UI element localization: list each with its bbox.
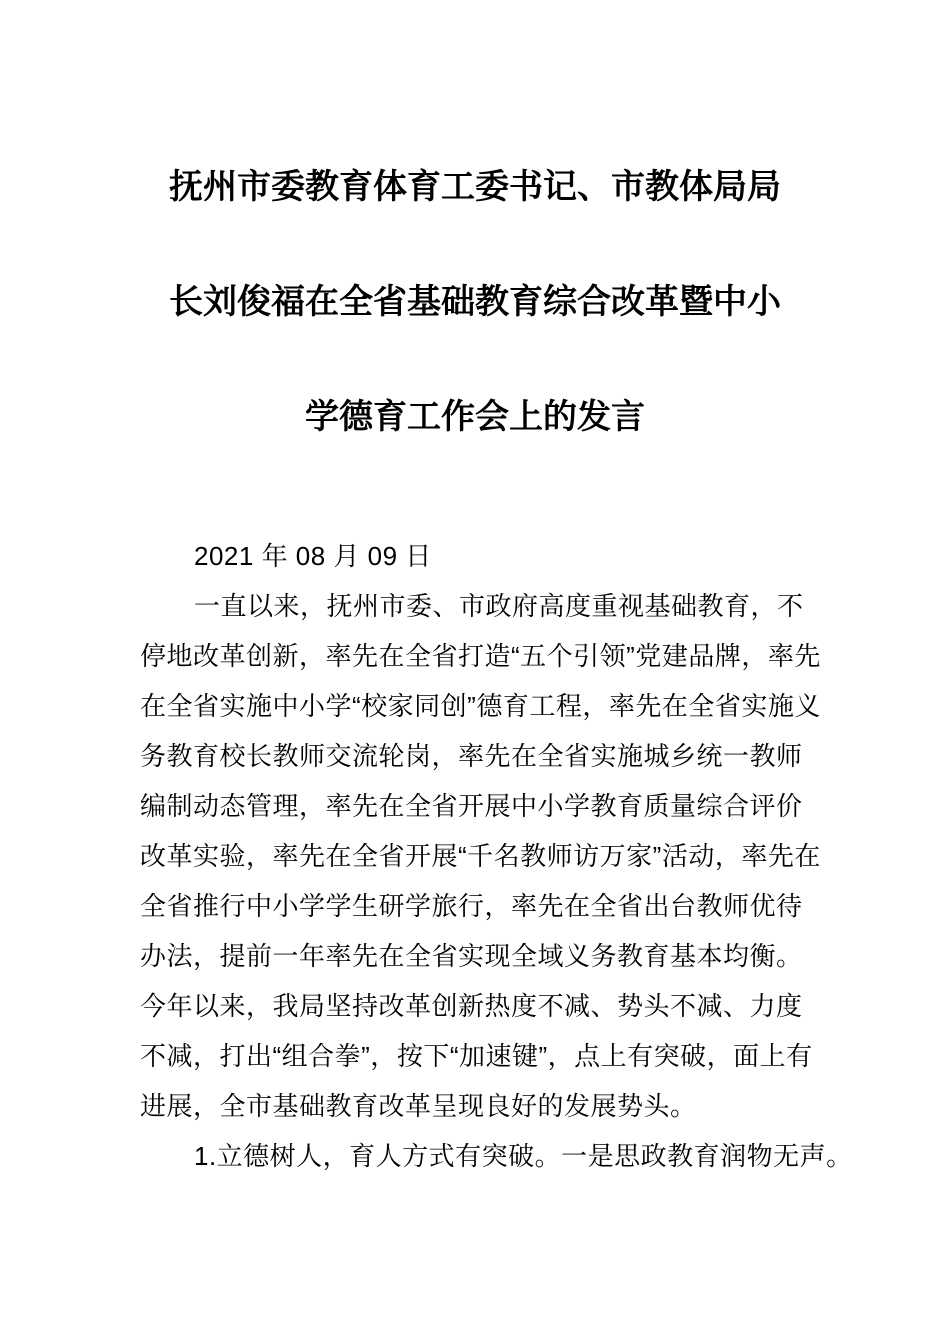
date-line: 2021 年 08 月 09 日 xyxy=(194,541,432,571)
body-line-4: 务教育校长教师交流轮岗，率先在全省实施城乡统一教师 xyxy=(140,741,803,771)
body-line-7: 全省推行中小学学生研学旅行，率先在全省出台教师优待 xyxy=(140,891,803,921)
document-title xyxy=(70,130,880,475)
body-line-2: 停地改革创新，率先在全省打造“五个引领”党建品牌，率先 xyxy=(140,641,821,671)
body-line-12: 1.立德树人，育人方式有突破。一是思政教育润物无声。 xyxy=(194,1141,853,1171)
body-line-6: 改革实验，率先在全省开展“千名教师访万家”活动，率先在 xyxy=(140,841,821,871)
body-line-8: 办法，提前一年率先在全省实现全域义务教育基本均衡。 xyxy=(140,941,803,971)
body-line-3: 在全省实施中小学“校家同创”德育工程，率先在全省实施义 xyxy=(140,691,821,721)
body-line-5: 编制动态管理，率先在全省开展中小学教育质量综合评价 xyxy=(140,791,803,821)
body-line-9: 今年以来，我局坚持改革创新热度不减、势头不减、力度 xyxy=(140,991,803,1021)
body-line-11: 进展，全市基础教育改革呈现良好的发展势头。 xyxy=(140,1091,697,1121)
body-line-10: 不减，打出“组合拳”，按下“加速键”，点上有突破，面上有 xyxy=(140,1041,813,1071)
title-line-3: 学德育工作会上的发言 xyxy=(305,398,645,436)
title-line-2: 长刘俊福在全省基础教育综合改革暨中小 xyxy=(169,283,781,321)
title-line-1: 抚州市委教育体育工委书记、市教体局局 xyxy=(169,168,781,206)
body-line-1: 一直以来，抚州市委、市政府高度重视基础教育，不 xyxy=(194,591,804,621)
document-body xyxy=(140,531,853,1181)
